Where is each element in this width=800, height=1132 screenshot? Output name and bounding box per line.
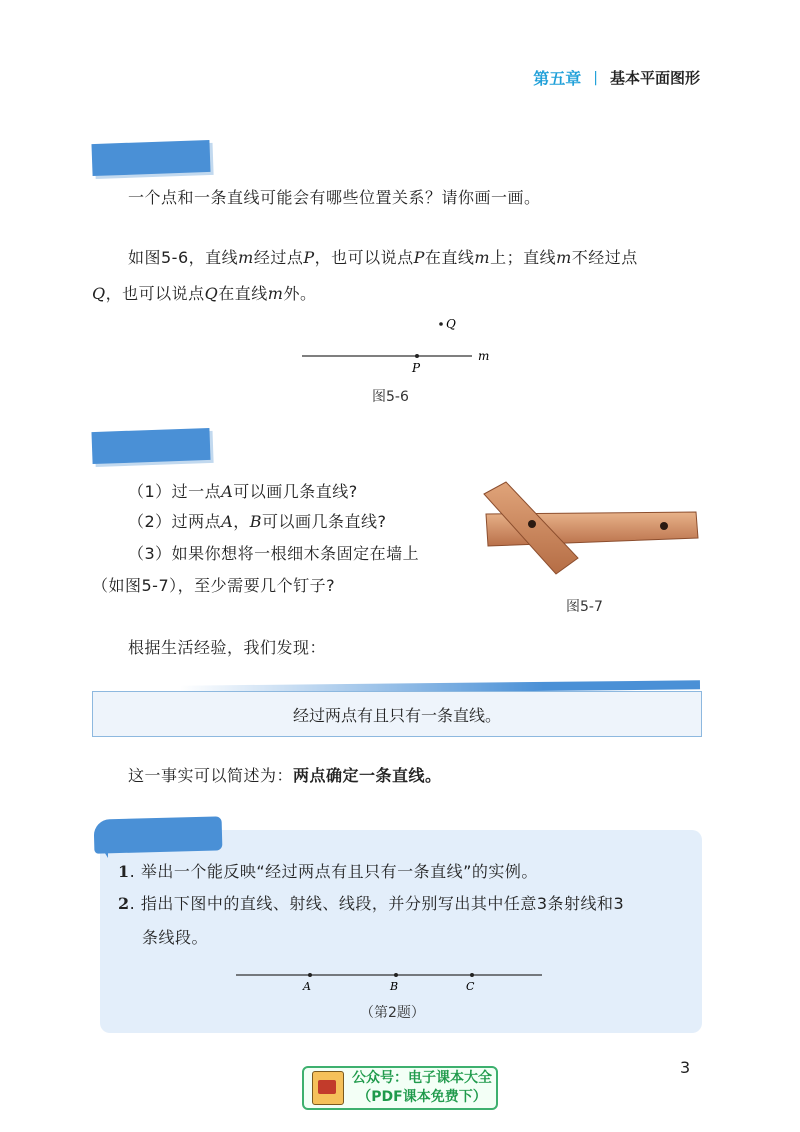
watermark-badge [302, 1066, 498, 1110]
exercise-1: 1. 举出一个能反映“经过两点有且只有一条直线”的实例。 [118, 862, 538, 881]
chapter-label: 第五章 [533, 69, 582, 88]
figure-5-6-caption: 图5-6 [372, 389, 409, 405]
line-m-label: m [478, 349, 490, 363]
point-p-dot [415, 354, 419, 358]
figure-5-6 [290, 312, 510, 378]
book-icon [312, 1071, 344, 1105]
watermark-text: 公众号：电子课本大全 （PDF课本免费下） [352, 1070, 492, 1105]
chapter-title: 基本平面图形 [609, 69, 700, 87]
exercise-tab [94, 816, 223, 853]
section-tab-think [91, 140, 210, 176]
figure-5-7-caption: 图5-7 [566, 599, 603, 615]
question-2-2: （2）过两点A，B可以画几条直线? [128, 512, 387, 531]
page-number: 3 [680, 1058, 691, 1077]
summary-text: 这一事实可以简述为：两点确定一条直线。 [128, 766, 442, 785]
rule-text: 经过两点有且只有一条直线。 [292, 705, 501, 725]
exercise-tab-tail [98, 842, 108, 858]
point-q-dot [439, 322, 443, 326]
question-2-3-line-2: （如图5-7），至少需要几个钉子? [92, 576, 336, 595]
finding-text: 根据生活经验，我们发现： [128, 638, 327, 657]
rule-box [92, 691, 702, 737]
point-a-label: A [303, 980, 311, 993]
exercise-2-line-2: 条线段。 [142, 928, 209, 947]
point-q-label: Q [446, 317, 456, 331]
point-b-label: B [390, 980, 399, 993]
point-b-dot [394, 973, 398, 977]
chapter-header [533, 66, 700, 89]
summary-emphasis: 两点确定一条直线。 [293, 766, 442, 785]
exercise-figure [230, 964, 550, 996]
question-point-line: 一个点和一条直线可能会有哪些位置关系？请你画一画。 [128, 188, 541, 207]
explanation-line-2: Q，也可以说点Q在直线m外。 [92, 284, 317, 303]
question-2-3-line-1: （3）如果你想将一根细木条固定在墙上 [128, 544, 420, 563]
exercise-2-line-1: 2. 指出下图中的直线、射线、线段，并分别写出其中任意3条射线和3 [118, 894, 625, 913]
figure-5-7-wooden-sticks [476, 476, 706, 588]
explanation-line-1: 如图5-6，直线m经过点P，也可以说点P在直线m上；直线m不经过点 [128, 248, 638, 267]
point-a-dot [308, 973, 312, 977]
question-2-1: （1）过一点A可以画几条直线? [128, 482, 358, 501]
point-p-label: P [412, 361, 421, 375]
point-c-label: C [466, 980, 475, 993]
point-c-dot [470, 973, 474, 977]
header-separator: | [593, 69, 598, 86]
exercise-figure-caption: （第2题） [360, 1005, 425, 1021]
section-tab-discuss [91, 428, 210, 464]
